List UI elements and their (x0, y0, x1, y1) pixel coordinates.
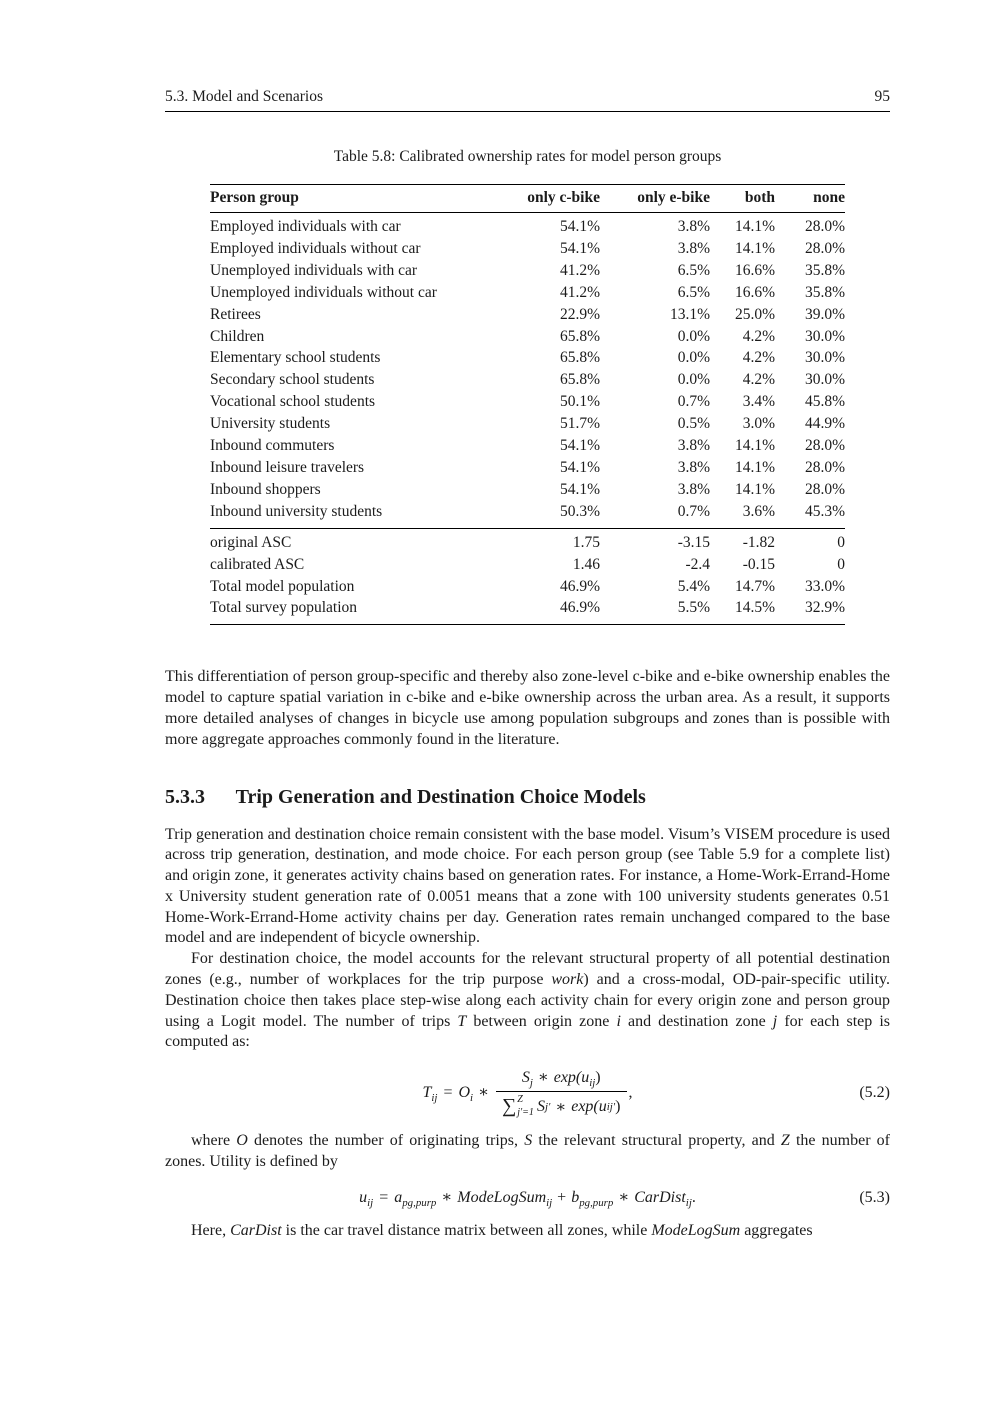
equation-number: (5.2) (859, 1084, 890, 1102)
value-cell: 65.8% (559, 327, 600, 345)
math-var: j (772, 1012, 778, 1030)
math-var: CarDist (230, 1222, 282, 1240)
value-cell: -2.4 (685, 555, 710, 573)
math-subscript: j′ (544, 1100, 551, 1113)
body-paragraph-destination-choice (165, 949, 890, 1053)
text-run: aggregates (740, 1222, 813, 1240)
text-run: for each step is computed as: (165, 1012, 891, 1051)
value-cell: 28.0% (804, 218, 845, 235)
value-cell: 1.46 (572, 555, 600, 573)
text-run: between origin zone (466, 1012, 617, 1030)
table-row (210, 528, 845, 554)
math-subscript: ij (431, 1092, 438, 1105)
value-cell: 30.0% (804, 371, 845, 389)
table-row (210, 392, 845, 414)
table-row (210, 479, 845, 501)
equation-5-3 (165, 1187, 890, 1209)
text-run: ) and a cross-modal, OD-pair-specific utility. Destination choice then takes place step-wise along each activity chain for every origin zone and person group using a Logit model. The number of trips (165, 971, 890, 1030)
table-row (210, 304, 845, 326)
math-token: O (458, 1084, 471, 1102)
math-token: u (359, 1189, 368, 1207)
page-number: 95 (874, 88, 890, 105)
value-cell: 0.0% (677, 327, 710, 345)
value-cell: 4.2% (742, 327, 775, 345)
math-var: ModeLogSum (651, 1222, 741, 1240)
sum-operator (502, 1094, 534, 1119)
math-token: . (691, 1189, 696, 1207)
fraction (496, 1067, 627, 1119)
table-row (210, 260, 845, 282)
text-run: the relevant structural property, and (532, 1132, 781, 1150)
value-cell: 65.8% (559, 349, 600, 367)
math-var: S (524, 1132, 533, 1150)
person-group-cell: Inbound university students (210, 502, 383, 520)
value-cell: 14.1% (734, 239, 775, 257)
table-row (210, 213, 845, 239)
value-cell: 35.8% (804, 283, 845, 301)
value-cell: 1.75 (572, 533, 600, 551)
value-cell: -0.15 (742, 555, 775, 573)
value-cell: 0.0% (677, 371, 710, 389)
value-cell: 41.2% (559, 261, 600, 279)
table-row (210, 436, 845, 458)
person-group-cell: Elementary school students (210, 349, 381, 367)
math-token: a (394, 1189, 403, 1207)
value-cell: 0 (837, 555, 845, 573)
value-cell: 3.6% (742, 502, 775, 520)
math-operator: ∗ (441, 1189, 453, 1207)
value-cell: 0.7% (677, 393, 710, 411)
person-group-cell: University students (210, 415, 331, 433)
value-cell: 3.0% (742, 415, 775, 433)
section-number: 5.3.3 (165, 785, 205, 808)
math-token: , (628, 1084, 633, 1102)
math-subscript: j (529, 1077, 533, 1090)
value-cell: 3.8% (677, 218, 710, 235)
value-cell: 54.1% (559, 437, 600, 455)
sum-upper-limit: Z (517, 1094, 523, 1106)
math-token: = (379, 1189, 389, 1207)
value-cell: 30.0% (804, 349, 845, 367)
text-run: For destination choice, the model accounts for the relevant structural property of all potential destination zones (e.g., number of workplaces for the trip purpose (165, 950, 890, 989)
section-title: Trip Generation and Destination Choice Models (235, 785, 646, 808)
sum-lower-limit: j′=1 (517, 1106, 534, 1118)
math-token: b (571, 1189, 580, 1207)
math-token: = (443, 1084, 453, 1102)
table-row (210, 238, 845, 260)
math-token: u (581, 1069, 590, 1087)
math-subscript: ij (546, 1197, 553, 1210)
math-subscript: ij′ (606, 1100, 616, 1113)
value-cell: 6.5% (677, 283, 710, 301)
math-subscript: i (470, 1092, 474, 1105)
math-token: ) (595, 1069, 601, 1087)
value-cell: -1.82 (742, 533, 775, 551)
math-token: S (536, 1097, 545, 1115)
value-cell: 30.0% (804, 327, 845, 345)
column-header-none: none (775, 185, 845, 213)
value-cell: 33.0% (804, 577, 845, 595)
value-cell: 3.4% (742, 393, 775, 411)
table-header-row (210, 185, 845, 213)
value-cell: 50.3% (559, 502, 600, 520)
person-group-cell: Total model population (210, 577, 355, 595)
value-cell: -3.15 (677, 533, 710, 551)
person-group-cell: Children (210, 327, 265, 345)
person-group-cell: Employed individuals with car (210, 218, 401, 235)
ownership-rates-table (210, 184, 845, 625)
math-subscript: pg,purp (579, 1197, 614, 1210)
person-group-cell: Retirees (210, 305, 261, 323)
column-header-only-c-bike: only c-bike (510, 185, 600, 213)
table-row (210, 326, 845, 348)
person-group-cell: calibrated ASC (210, 555, 305, 573)
numerator (516, 1067, 607, 1091)
value-cell: 3.8% (677, 458, 710, 476)
header-section-title: 5.3. Model and Scenarios (165, 88, 323, 105)
sigma-icon: ∑ (501, 1095, 517, 1118)
value-cell: 54.1% (559, 458, 600, 476)
math-token: exp( (571, 1097, 599, 1115)
sum-limits (517, 1094, 534, 1119)
value-cell: 51.7% (559, 415, 600, 433)
text-run: the number of zones. Utility is defined by (165, 1132, 891, 1171)
value-cell: 5.4% (677, 577, 710, 595)
table-body-summary (210, 528, 845, 625)
math-var: Z (780, 1132, 790, 1150)
equation-body (359, 1189, 696, 1210)
value-cell: 32.9% (804, 599, 845, 617)
value-cell: 45.3% (804, 502, 845, 520)
value-cell: 0.0% (677, 349, 710, 367)
value-cell: 0.7% (677, 502, 710, 520)
value-cell: 45.8% (804, 393, 845, 411)
math-var: i (616, 1012, 621, 1030)
math-var: O (236, 1132, 248, 1150)
column-header-person-group: Person group (210, 185, 510, 213)
table-caption: Table 5.8: Calibrated ownership rates for model person groups (333, 148, 722, 165)
equation-body (422, 1069, 633, 1118)
math-token: CarDist (634, 1189, 686, 1207)
table-row (210, 598, 845, 625)
value-cell: 65.8% (559, 371, 600, 389)
value-cell: 14.7% (734, 577, 775, 595)
math-var: work (551, 971, 584, 989)
denominator (496, 1091, 627, 1119)
math-subscript: ij (685, 1197, 692, 1210)
math-operator: ∗ (555, 1098, 567, 1116)
value-cell: 22.9% (559, 305, 600, 323)
page-content (165, 0, 890, 1242)
value-cell: 14.1% (734, 480, 775, 498)
value-cell: 44.9% (804, 415, 845, 433)
person-group-cell: Inbound commuters (210, 437, 335, 455)
table-row (210, 457, 845, 479)
value-cell: 3.8% (677, 480, 710, 498)
value-cell: 16.6% (734, 283, 775, 301)
math-subscript: ij (367, 1197, 374, 1210)
value-cell: 16.6% (734, 261, 775, 279)
math-token: S (521, 1069, 530, 1087)
text-run: is the car travel distance matrix between all zones, while (281, 1222, 652, 1240)
math-token: T (422, 1084, 432, 1102)
body-paragraph-differentiation: This differentiation of person group-specific and thereby also zone-level c-bike and e-bike ownership enables the model to capture spatial variation in c-bike and e-bike ownership across the urban area. As a result, it supports more detailed analyses of changes in bicycle use among population subgroups and zones than is possible with more aggregate approaches commonly found in the literature. (165, 668, 890, 748)
value-cell: 25.0% (734, 305, 775, 323)
value-cell: 4.2% (742, 349, 775, 367)
value-cell: 3.8% (677, 239, 710, 257)
section-heading (165, 785, 890, 809)
equation-number: (5.3) (859, 1189, 890, 1207)
math-operator: + (557, 1189, 567, 1207)
person-group-cell: Secondary school students (210, 371, 375, 389)
value-cell: 28.0% (804, 458, 845, 476)
table-row (210, 370, 845, 392)
value-cell: 41.2% (559, 283, 600, 301)
person-group-cell: Inbound leisure travelers (210, 458, 365, 476)
math-operator: ∗ (618, 1189, 630, 1207)
table-row (210, 414, 845, 436)
math-subscript: pg,purp (402, 1197, 437, 1210)
person-group-cell: original ASC (210, 533, 292, 551)
math-subscript: ij (589, 1077, 596, 1090)
value-cell: 28.0% (804, 437, 845, 455)
value-cell: 14.1% (734, 218, 775, 235)
person-group-cell: Total survey population (210, 599, 358, 617)
value-cell: 3.8% (677, 437, 710, 455)
value-cell: 4.2% (742, 371, 775, 389)
table-row (210, 554, 845, 576)
math-operator: ∗ (478, 1084, 489, 1102)
math-token: u (598, 1097, 607, 1115)
table-head (210, 185, 845, 213)
value-cell: 54.1% (559, 239, 600, 257)
value-cell: 54.1% (559, 218, 600, 235)
value-cell: 50.1% (559, 393, 600, 411)
value-cell: 14.5% (734, 599, 775, 617)
value-cell: 35.8% (804, 261, 845, 279)
equation-5-2 (165, 1067, 890, 1119)
table-row (210, 282, 845, 304)
column-header-only-e-bike: only e-bike (600, 185, 710, 213)
math-token: exp( (553, 1069, 582, 1087)
value-cell: 5.5% (677, 599, 710, 617)
math-var: T (457, 1012, 467, 1030)
math-operator: ∗ (537, 1069, 549, 1087)
table-row (210, 348, 845, 370)
math-token: ModeLogSum (457, 1189, 547, 1207)
math-token: ) (615, 1097, 621, 1115)
value-cell: 28.0% (804, 239, 845, 257)
column-header-both: both (710, 185, 775, 213)
body-paragraph-trip-generation: Trip generation and destination choice remain consistent with the base model. Visum’s VISEM procedure is used across trip generation, destination, and mode choice. For each person group (see Table 5.9 for a complete list) and origin zone, it generates activity chains based on generation rates. For instance, a Home-Work-Errand-Home x University student generation rate of 0.0051 means that a zone with 100 university students generates 0.51 Home-Work-Errand-Home activity chains per day. Generation rates remain unchanged compared to the base model and are independent of bicycle ownership. (165, 825, 890, 947)
value-cell: 14.1% (734, 458, 775, 476)
value-cell: 6.5% (677, 261, 710, 279)
person-group-cell: Unemployed individuals with car (210, 261, 418, 279)
value-cell: 14.1% (734, 437, 775, 455)
person-group-cell: Employed individuals without car (210, 239, 421, 257)
table-row (210, 501, 845, 528)
value-cell: 46.9% (559, 599, 600, 617)
running-header (165, 88, 890, 112)
text-run: where (191, 1132, 237, 1150)
value-cell: 0 (837, 533, 845, 551)
value-cell: 46.9% (559, 577, 600, 595)
table-row (210, 576, 845, 598)
text-run: Here, (191, 1222, 231, 1240)
value-cell: 13.1% (669, 305, 710, 323)
body-paragraph-here (165, 1221, 890, 1242)
table-body-person-groups (210, 213, 845, 529)
value-cell: 54.1% (559, 480, 600, 498)
value-cell: 39.0% (804, 305, 845, 323)
text-run: and destination zone (620, 1012, 773, 1030)
text-run: denotes the number of originating trips, (247, 1132, 525, 1150)
value-cell: 28.0% (804, 480, 845, 498)
body-paragraph-where (165, 1131, 890, 1173)
person-group-cell: Vocational school students (210, 393, 376, 411)
person-group-cell: Unemployed individuals without car (210, 283, 437, 301)
person-group-cell: Inbound shoppers (210, 480, 321, 498)
value-cell: 0.5% (677, 415, 710, 433)
